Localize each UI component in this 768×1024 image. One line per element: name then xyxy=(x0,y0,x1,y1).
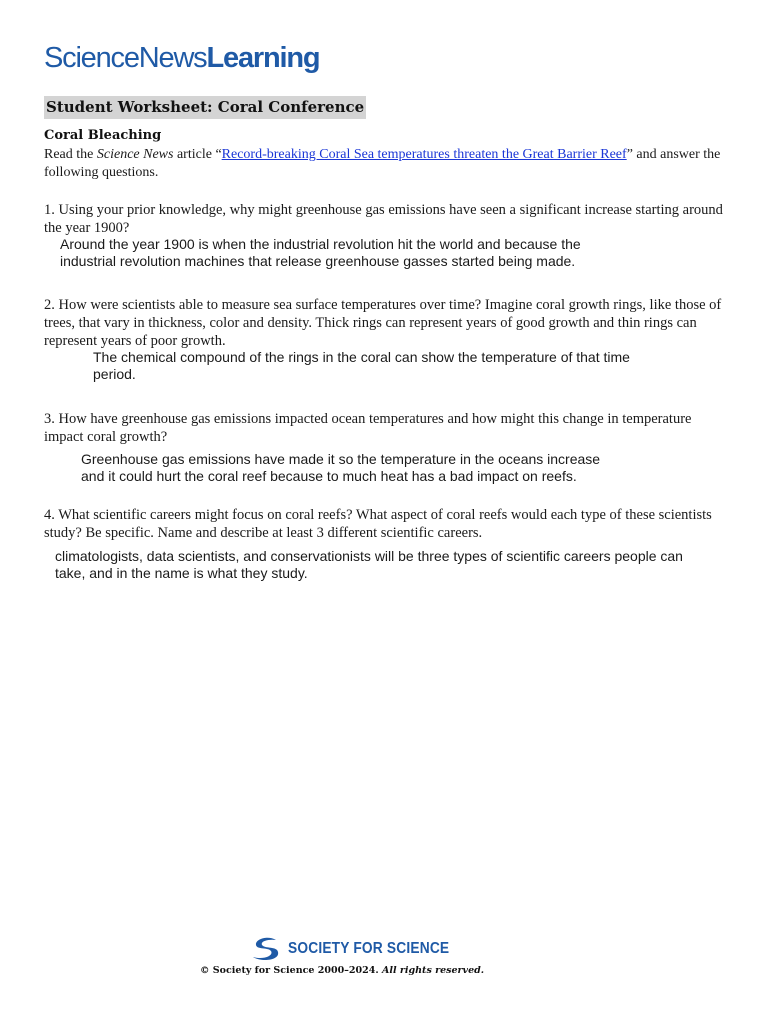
publication-name: Science News xyxy=(96,147,174,162)
brand-name-bold: Learning xyxy=(206,42,320,74)
question-4: 4. What scientific careers might focus on coral reefs? What aspect of coral reefs would each type of these scientists study? Be specific. Name and describe at least 3 different scientific careers. xyxy=(44,507,712,541)
rights-reserved-text: All rights reserved. xyxy=(378,965,485,976)
answer-1: Around the year 1900 is when the industrial revolution hit the world and because the industrial revolution machines that release greenhouse gasses started being made. xyxy=(60,236,581,269)
brand-name-light: ScienceNews xyxy=(44,42,207,74)
intro-text-start: Read the xyxy=(44,147,97,162)
answer-3: Greenhouse gas emissions have made it so the temperature in the oceans increase and it could hurt the coral reef because to much heat has a bad impact on reefs. xyxy=(81,451,601,484)
intro-text-middle: article “ xyxy=(173,147,222,162)
copyright-text: © Society for Science 2000–2024. xyxy=(200,965,379,976)
question-2: 2. How were scientists able to measure sea surface temperatures over time? Imagine coral growth rings, like those of trees, that vary in thickness, color and density. Thick rings can represent years of good growth and thin rings can represent years of poor growth. xyxy=(44,297,722,349)
copyright-notice xyxy=(200,965,484,976)
article-link[interactable]: Record-breaking Coral Sea temperatures threaten the Great Barrier Reef xyxy=(221,147,627,162)
intro-text-end: ” and answer the following questions. xyxy=(44,147,721,180)
answer-4: climatologists, data scientists, and conservationists will be three types of scientific careers people can take, and in the name is what they study. xyxy=(55,548,683,581)
worksheet-title: Student Worksheet: Coral Conference xyxy=(44,96,366,119)
society-for-science-logo xyxy=(250,936,476,962)
science-news-learning-logo xyxy=(44,44,319,73)
question-3: 3. How have greenhouse gas emissions impacted ocean temperatures and how might this change in temperature impact coral growth? xyxy=(44,411,692,445)
answer-2: The chemical compound of the rings in the coral can show the temperature of that time period. xyxy=(93,349,630,382)
section-heading: Coral Bleaching xyxy=(44,128,162,143)
society-swoosh-icon xyxy=(250,936,282,962)
question-1: 1. Using your prior knowledge, why might greenhouse gas emissions have seen a significant increase starting around the year 1900? xyxy=(44,202,723,236)
organization-name: SOCIETY FOR SCIENCE xyxy=(288,940,450,957)
intro-paragraph xyxy=(44,146,734,182)
